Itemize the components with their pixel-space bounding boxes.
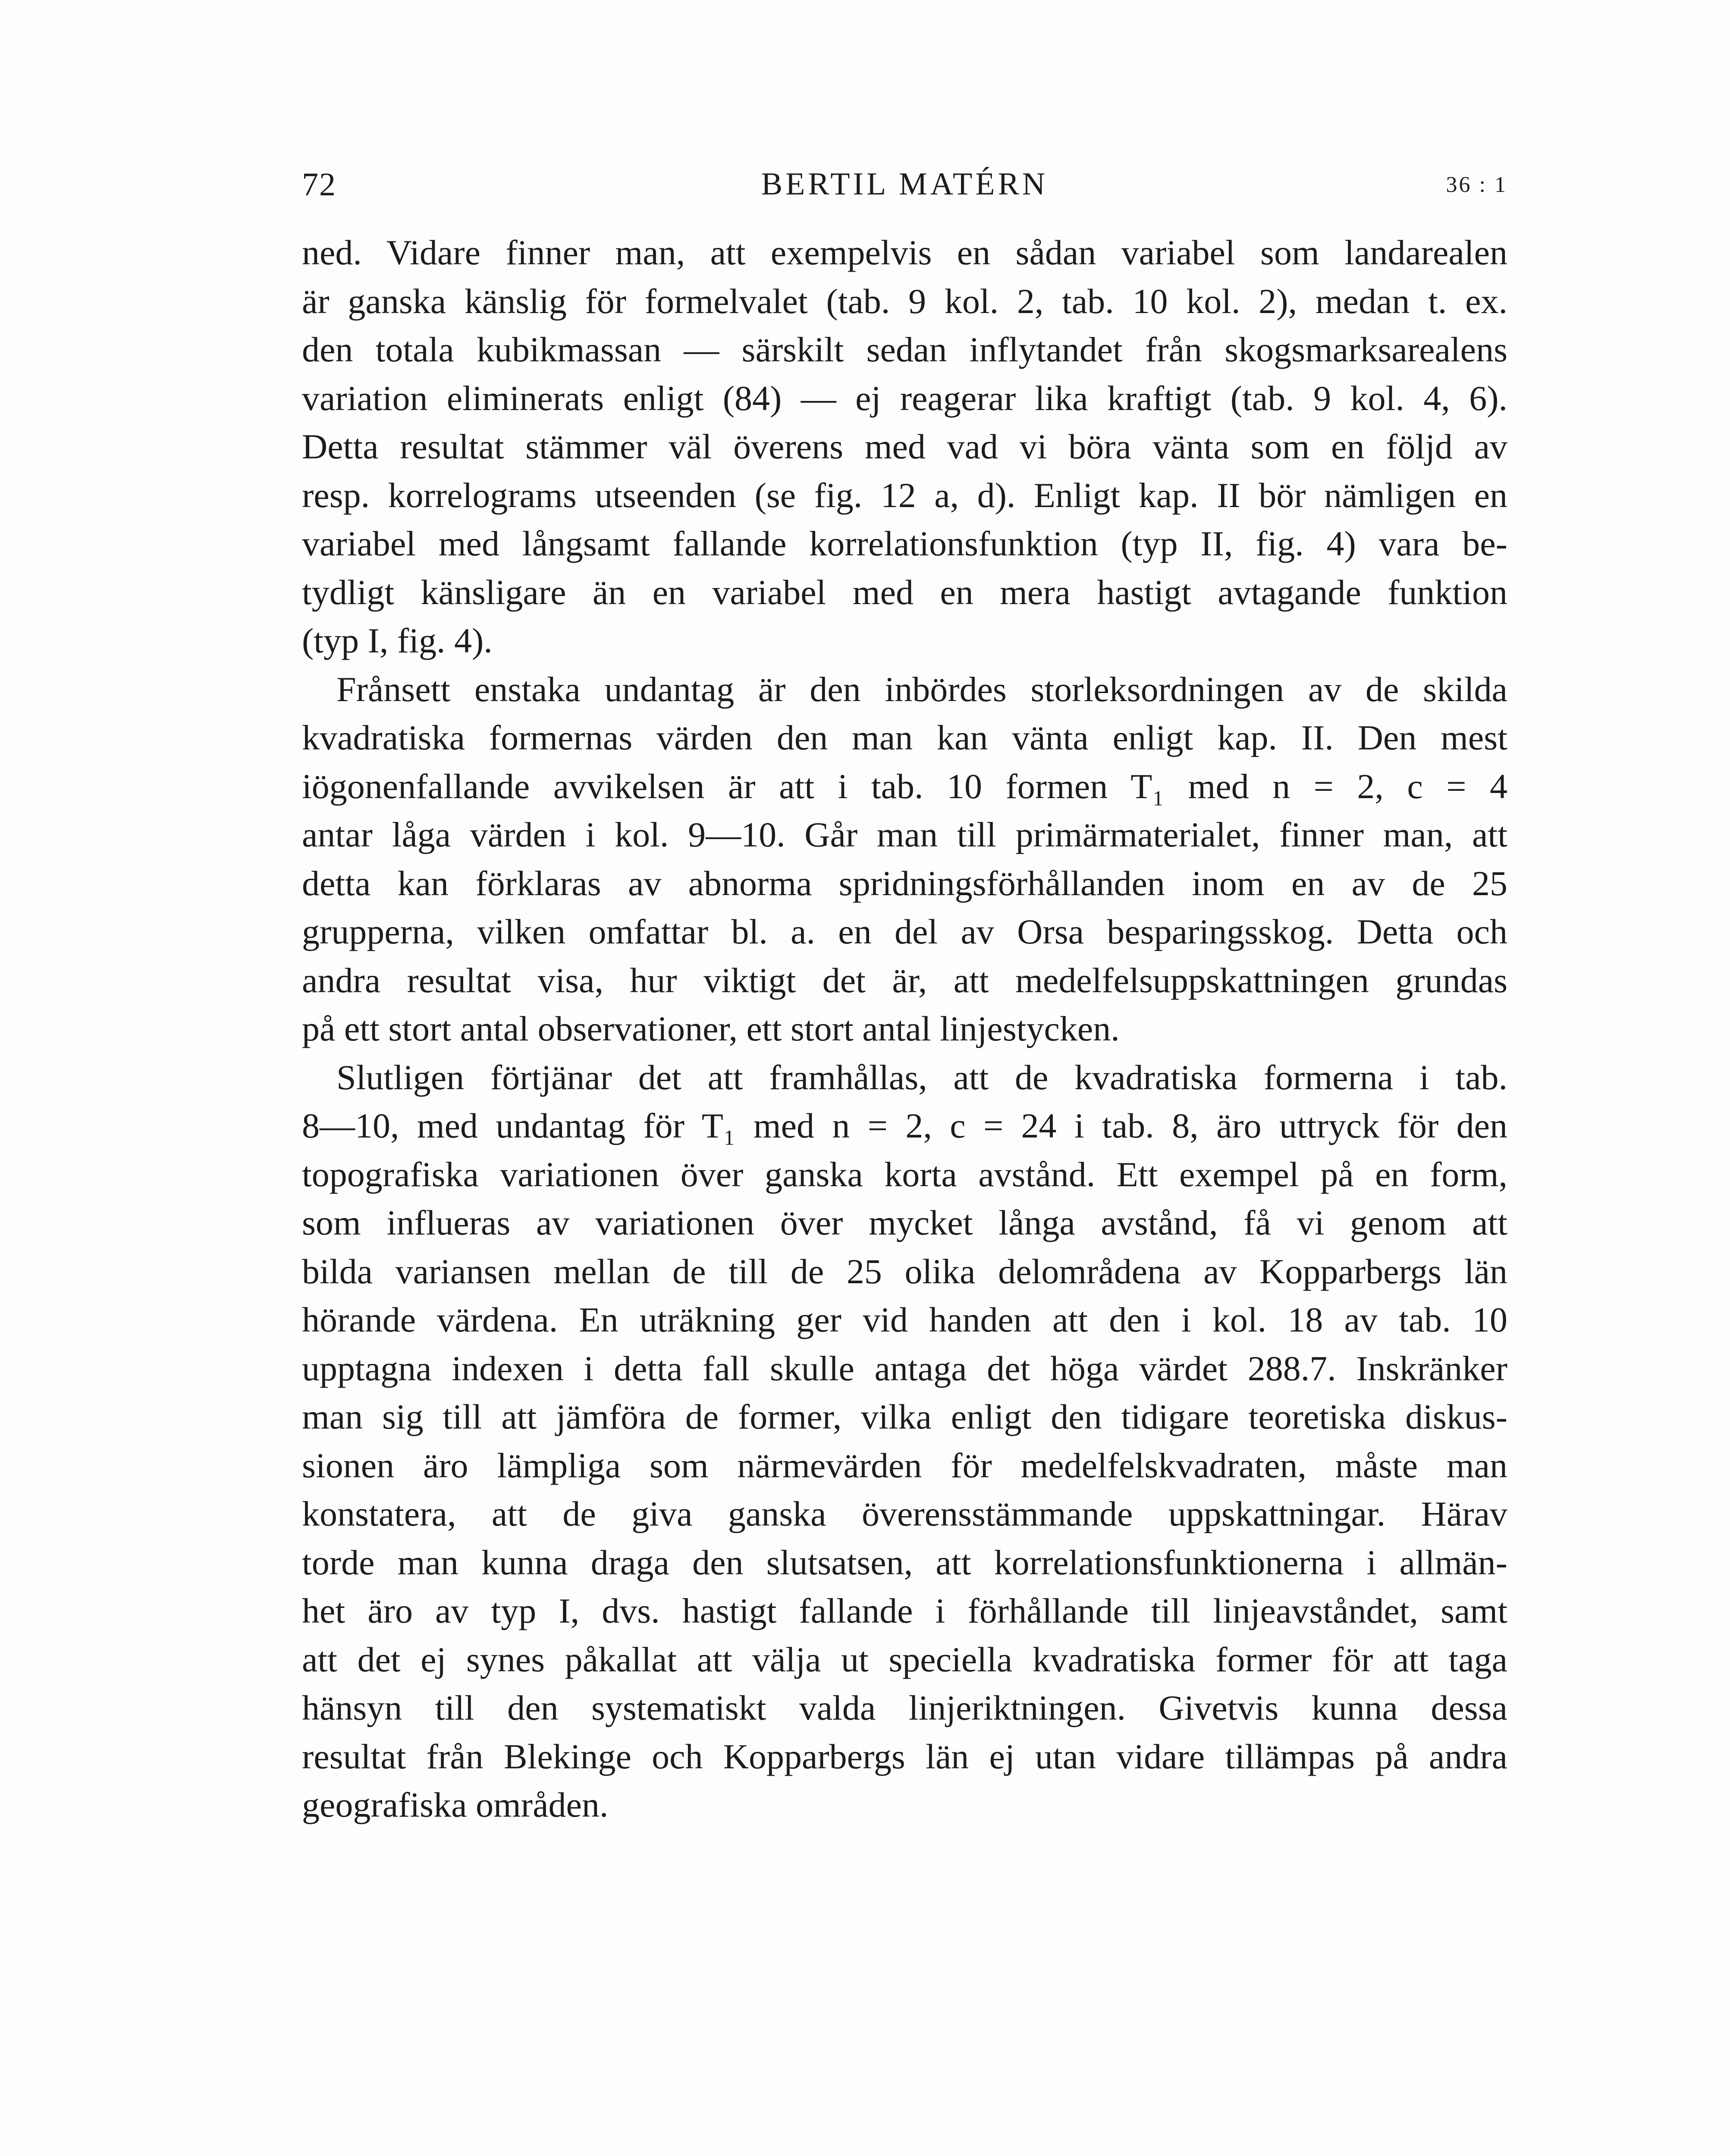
text-line: topografiska variationen över ganska korta avstånd. Ett exempel på en form,	[302, 1154, 1507, 1194]
text-line: grupperna, vilken omfattar bl. a. en del av Orsa besparingsskog. Detta och	[302, 912, 1507, 951]
text-line: upptagna indexen i detta fall skulle antaga det höga värdet 288.7. Inskränker	[302, 1348, 1507, 1388]
text-line: bilda variansen mellan de till de 25 olika delområdena av Kopparbergs län	[302, 1251, 1507, 1291]
text-line: antar låga värden i kol. 9—10. Går man till primärmaterialet, finner man, att	[302, 815, 1507, 854]
text-line: kvadratiska formernas värden den man kan vänta enligt kap. II. Den mest	[302, 718, 1507, 757]
text-line: att det ej synes påkallat att välja ut speciella kvadratiska former för att taga	[302, 1639, 1507, 1679]
text-line: torde man kunna draga den slutsatsen, att korrelationsfunktionerna i allmän-	[302, 1542, 1507, 1582]
text-line: hänsyn till den systematiskt valda linjeriktningen. Givetvis kunna dessa	[302, 1688, 1507, 1727]
text-line: tydligt känsligare än en variabel med en mera hastigt avtagande funktion	[302, 572, 1507, 612]
text-line: man sig till att jämföra de former, vilka enligt den tidigare teoretiska diskus-	[302, 1397, 1507, 1436]
body-text	[302, 229, 1507, 1830]
text-line: på ett stort antal observationer, ett stort antal linjestycken.	[302, 1009, 1120, 1048]
text-line: resultat från Blekinge och Kopparbergs län ej utan vidare tillämpas på andra	[302, 1736, 1507, 1776]
text-line: ned. Vidare finner man, att exempelvis en sådan variabel som landarealen	[302, 233, 1507, 272]
text-line: som influeras av variationen över mycket långa avstånd, få vi genom att	[302, 1203, 1507, 1242]
text-line: Detta resultat stämmer väl överens med vad vi böra vänta som en följd av	[302, 427, 1507, 466]
text-line: Slutligen förtjänar det att framhållas, att de kvadratiska formerna i tab.	[336, 1057, 1507, 1097]
text-line: hörande värdena. En uträkning ger vid handen att den i kol. 18 av tab. 10	[302, 1300, 1507, 1339]
text-line: Frånsett enstaka undantag är den inbördes storleksordningen av de skilda	[336, 669, 1507, 709]
text-line: resp. korrelograms utseenden (se fig. 12 a, d). Enligt kap. II bör nämligen en	[302, 475, 1507, 515]
text-line: variation eliminerats enligt (84) — ej reagerar lika kraftigt (tab. 9 kol. 4, 6).	[302, 378, 1507, 418]
text-line: konstatera, att de giva ganska överensstämmande uppskattningar. Härav	[302, 1494, 1507, 1533]
paragraph	[302, 665, 1507, 1053]
page-header	[302, 166, 1507, 213]
paragraph	[302, 229, 1507, 665]
text-line: andra resultat visa, hur viktigt det är, att medelfelsuppskattningen grundas	[302, 960, 1507, 1000]
text-line: 8—10, med undantag för T₁ med n = 2, c = 24 i tab. 8, äro uttryck för den	[302, 1106, 1507, 1145]
text-line: detta kan förklaras av abnorma spridningsförhållanden inom en av de 25	[302, 863, 1507, 903]
text-line: het äro av typ I, dvs. hastigt fallande i förhållande till linjeavståndet, samt	[302, 1591, 1507, 1630]
text-line: (typ I, fig. 4).	[302, 621, 493, 660]
issue-number: 36 : 1	[1446, 172, 1507, 197]
text-line: iögonenfallande avvikelsen är att i tab. 10 formen T₁ med n = 2, c = 4	[302, 766, 1507, 806]
text-line: är ganska känslig för formelvalet (tab. 9 kol. 2, tab. 10 kol. 2), medan t. ex.	[302, 281, 1507, 321]
paragraph	[302, 1053, 1507, 1830]
running-head: BERTIL MATÉRN	[761, 166, 1049, 202]
text-line: den totala kubikmassan — särskilt sedan inflytandet från skogsmarksarealens	[302, 330, 1507, 369]
page-number: 72	[302, 166, 336, 203]
text-line: geografiska områden.	[302, 1785, 609, 1824]
text-line: variabel med långsamt fallande korrelationsfunktion (typ II, fig. 4) vara be-	[302, 524, 1507, 563]
text-line: sionen äro lämpliga som närmevärden för medelfelskvadraten, måste man	[302, 1445, 1507, 1485]
